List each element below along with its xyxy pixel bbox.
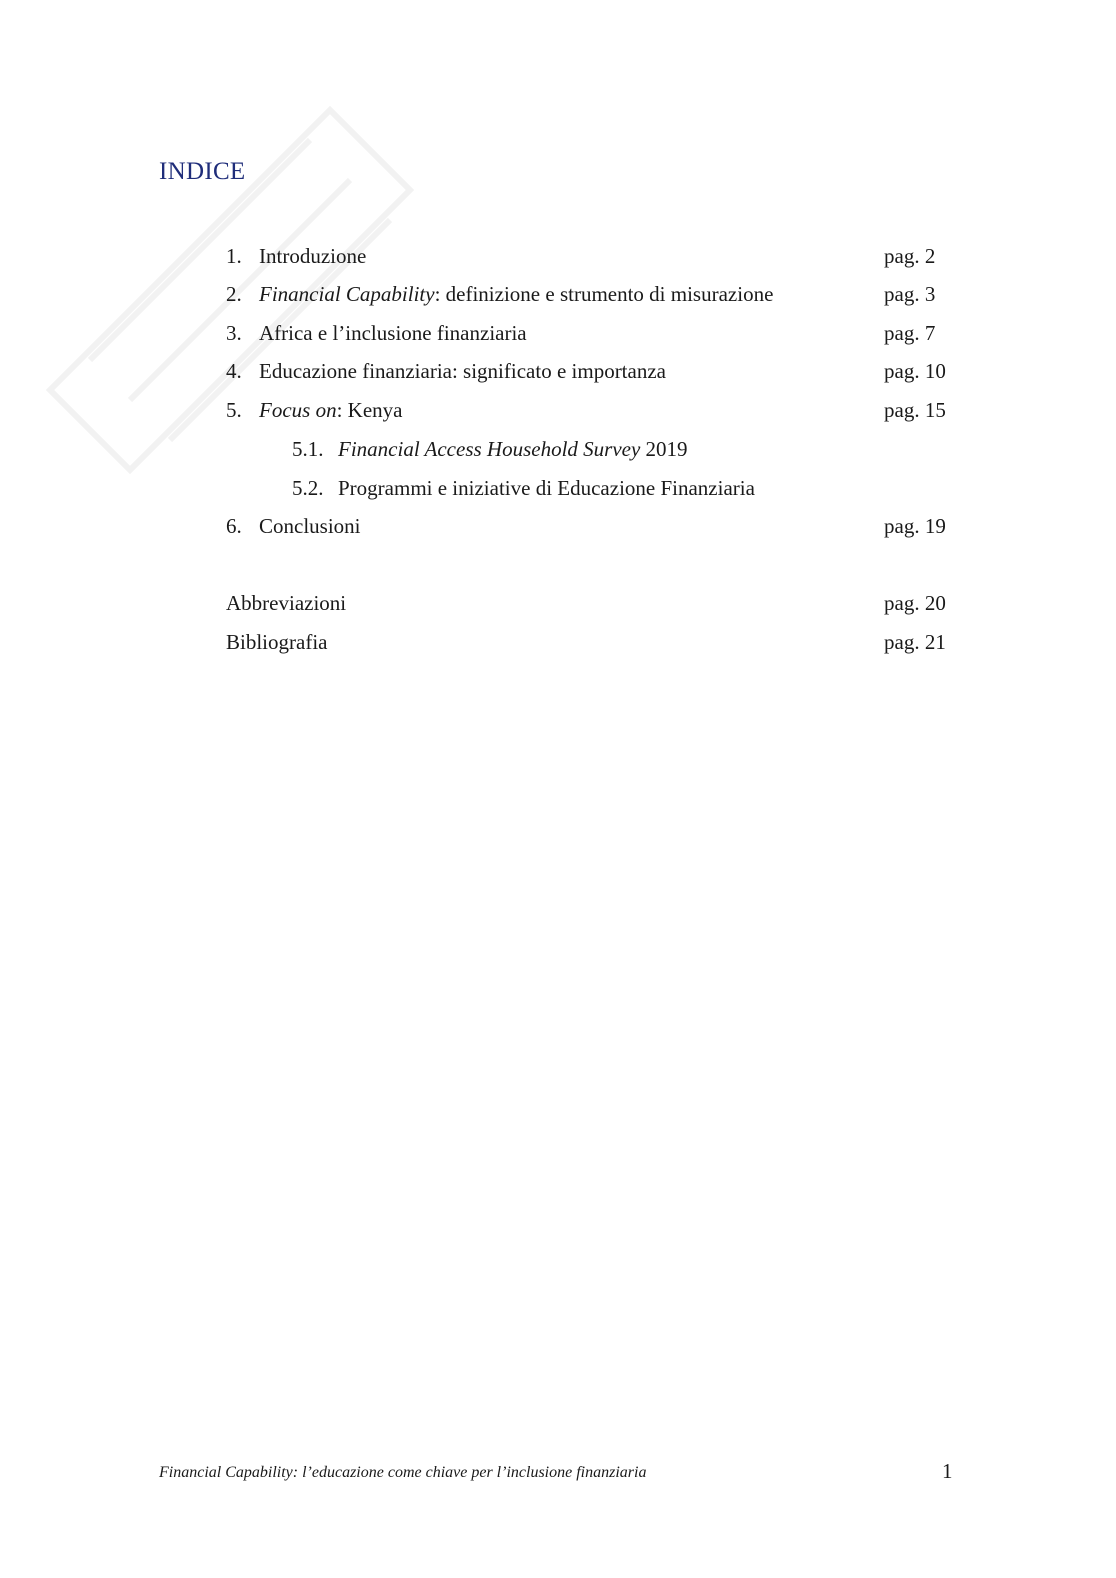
toc-entry-number: 1. — [226, 244, 242, 268]
toc-entry-title: : Kenya — [336, 398, 403, 422]
toc-entry-number: 5.2. — [292, 476, 324, 500]
toc-entry-title: Bibliografia — [226, 630, 328, 654]
toc-entry-title: Abbreviazioni — [226, 591, 347, 615]
toc-entry-number: 4. — [226, 359, 242, 383]
toc-entry-abbreviazioni[interactable] — [226, 587, 952, 619]
toc-entry-2[interactable] — [226, 278, 952, 310]
toc-entry-page: pag. 3 — [884, 282, 936, 306]
toc-entry-page: pag. 21 — [884, 630, 946, 654]
toc-entry-title: : definizione e strumento di misurazione — [434, 282, 774, 306]
toc-entry-5-1[interactable] — [292, 433, 1018, 465]
toc-entry-number: 5. — [226, 398, 242, 422]
toc-entry-4[interactable] — [226, 355, 952, 387]
toc-entry-title-italic: Financial Access Household Survey — [338, 437, 641, 461]
toc-entry-title: 2019 — [640, 437, 688, 461]
toc-entry-6[interactable] — [226, 510, 952, 542]
toc-entry-title: Programmi e iniziative di Educazione Finanziaria — [338, 476, 755, 500]
toc-entry-bibliografia[interactable] — [226, 626, 952, 658]
toc-entry-page: pag. 20 — [884, 591, 946, 615]
toc-entry-title: Educazione finanziaria: significato e importanza — [259, 359, 666, 383]
toc-entry-title-italic: Focus on — [259, 398, 337, 422]
toc-entry-title: Africa e l’inclusione finanziaria — [259, 321, 527, 345]
toc-entry-page: pag. 19 — [884, 514, 946, 538]
page-title: INDICE — [159, 158, 246, 185]
toc-entry-page: pag. 7 — [884, 321, 936, 345]
toc-entry-title-italic: Financial Capability — [259, 282, 435, 306]
page-number: 1 — [942, 1459, 953, 1483]
running-footer: Financial Capability: l’educazione come chiave per l’inclusione finanziaria — [159, 1464, 647, 1481]
toc-entry-3[interactable] — [226, 317, 952, 349]
toc-entry-page: pag. 2 — [884, 244, 936, 268]
toc-entry-number: 5.1. — [292, 437, 324, 461]
toc-entry-1[interactable] — [226, 240, 952, 272]
toc-entry-title: Conclusioni — [259, 514, 361, 538]
toc-entry-5[interactable] — [226, 394, 952, 426]
toc-entry-number: 3. — [226, 321, 242, 345]
toc-entry-5-2[interactable] — [292, 472, 1018, 504]
toc-entry-page: pag. 15 — [884, 398, 946, 422]
toc-entry-number: 6. — [226, 514, 242, 538]
toc-entry-title: Introduzione — [259, 244, 367, 268]
toc-entry-page: pag. 10 — [884, 359, 946, 383]
toc-entry-number: 2. — [226, 282, 242, 306]
